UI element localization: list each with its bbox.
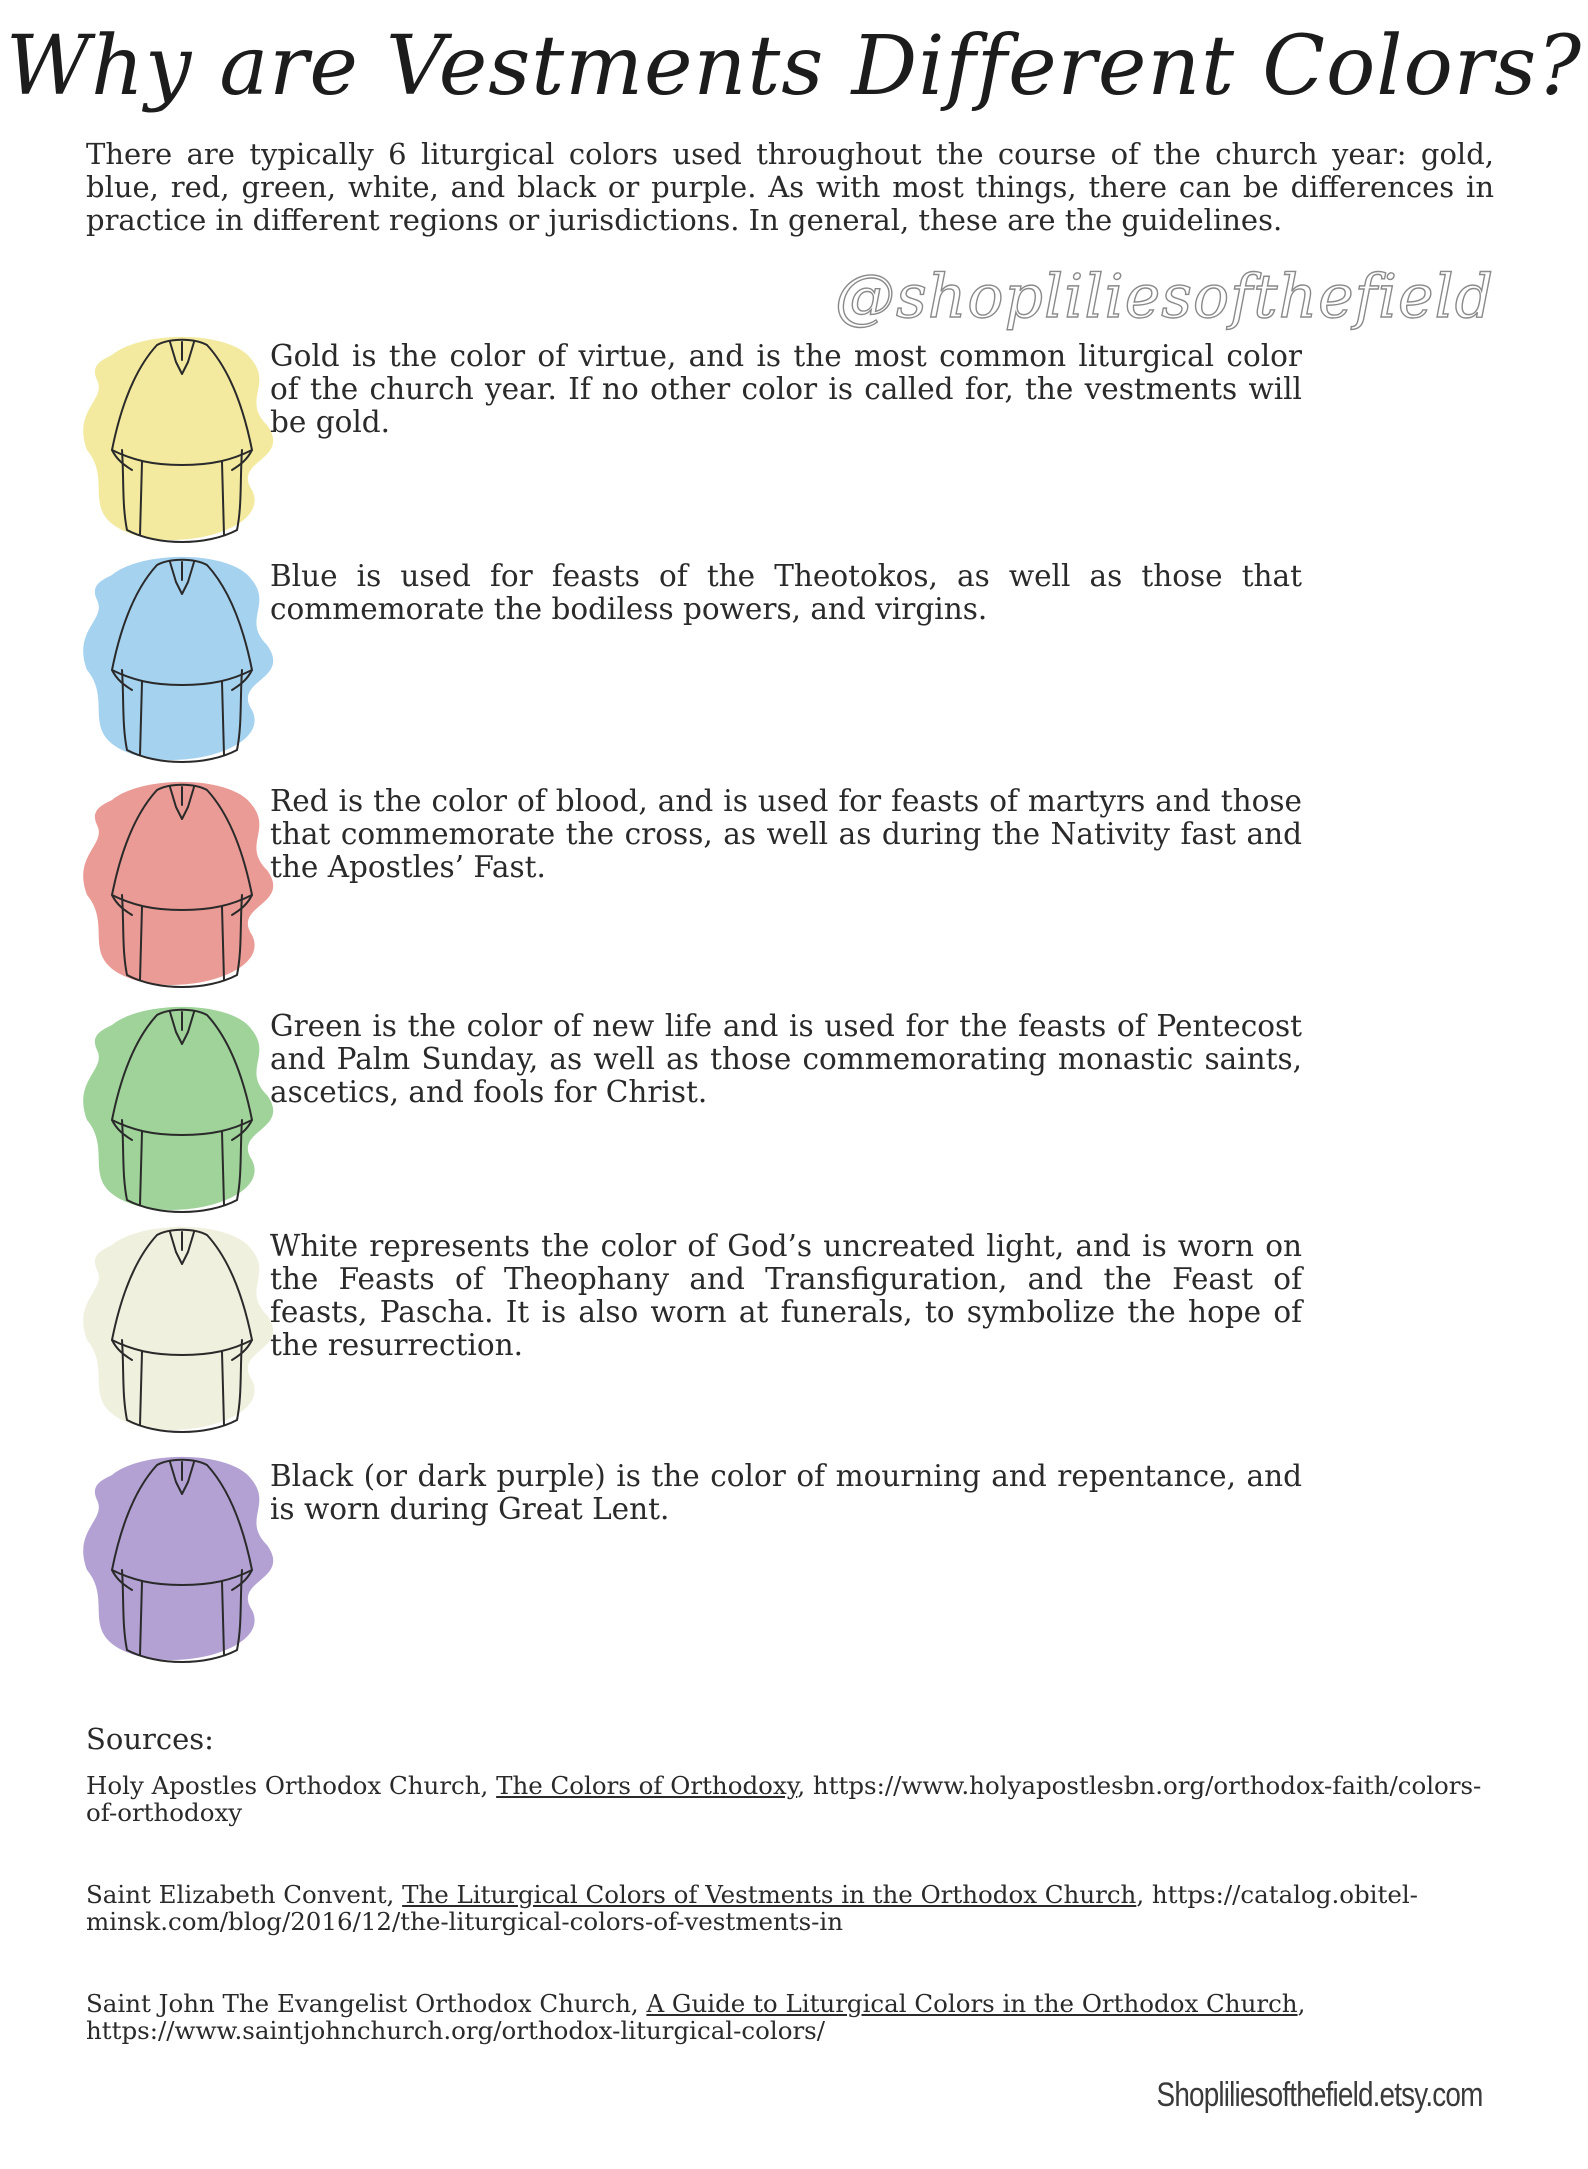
color-entry-gold	[0, 330, 1588, 540]
purple-vestment-icon	[82, 1450, 282, 1670]
color-entry-blue	[0, 550, 1588, 760]
source-title-link[interactable]: The Liturgical Colors of Vestments in the Orthodox Church	[402, 1880, 1137, 1909]
color-description: Gold is the color of virtue, and is the most common liturgical color of the church year. If no other color is called for, the vestments will be gold.	[270, 339, 1302, 439]
sources-heading: Sources:	[86, 1722, 214, 1756]
footer-shop-url[interactable]: Shopliliesofthefield.etsy.com	[1156, 2076, 1482, 2114]
color-entry-red	[0, 775, 1588, 985]
source-url[interactable]: , https://www.saintjohnchurch.org/orthodox-liturgical-colors/	[86, 1989, 1306, 2045]
source-item	[86, 1990, 1496, 2044]
color-description: Blue is used for feasts of the Theotokos, as well as those that commemorate the bodiless powers, and virgins.	[270, 559, 1302, 626]
source-item	[86, 1881, 1496, 1935]
intro-paragraph: There are typically 6 liturgical colors used throughout the course of the church year: gold, blue, red, green, white, and black or purple. As with most things, there can be differences in practice in different regions or jurisdictions. In general, these are the guidelines.	[86, 137, 1494, 237]
color-entry-purple	[0, 1450, 1588, 1660]
color-description: Green is the color of new life and is used for the feasts of Pentecost and Palm Sunday, as well as those commemorating monastic saints, ascetics, and fools for Christ.	[270, 1009, 1302, 1109]
blue-vestment-icon	[82, 550, 282, 770]
source-org: Saint John The Evangelist Orthodox Church,	[86, 1989, 647, 2018]
source-title-link[interactable]: The Colors of Orthodoxy	[496, 1771, 798, 1800]
source-url[interactable]: , https://catalog.obitel-minsk.com/blog/2016/12/the-liturgical-colors-of-vestments-in	[86, 1880, 1418, 1936]
color-description: Red is the color of blood, and is used for feasts of martyrs and those that commemorate the cross, as well as during the Nativity fast and the Apostles’ Fast.	[270, 784, 1302, 884]
source-org: Holy Apostles Orthodox Church,	[86, 1771, 497, 1800]
white-vestment-icon	[82, 1220, 282, 1440]
color-description: Black (or dark purple) is the color of mourning and repentance, and is worn during Great Lent.	[270, 1459, 1302, 1526]
color-entry-green	[0, 1000, 1588, 1210]
color-entry-white	[0, 1220, 1588, 1430]
source-title-link[interactable]: A Guide to Liturgical Colors in the Orthodox Church	[646, 1989, 1298, 2018]
color-description: White represents the color of God’s uncreated light, and is worn on the Feasts of Theophany and Transfiguration, and the Feast of feasts, Pascha. It is also worn at funerals, to symbolize the hope of the resurrection.	[270, 1229, 1302, 1362]
source-item	[86, 1772, 1496, 1826]
page-title: Why are Vestments Different Colors?	[5, 19, 1583, 114]
watermark-handle: @shopliliesofthefield	[835, 262, 1495, 332]
source-url[interactable]: , https://www.holyapostlesbn.org/orthodox-faith/colors-of-orthodoxy	[86, 1771, 1482, 1827]
green-vestment-icon	[82, 1000, 282, 1220]
red-vestment-icon	[82, 775, 282, 995]
source-org: Saint Elizabeth Convent,	[86, 1880, 403, 1909]
gold-vestment-icon	[82, 330, 282, 550]
